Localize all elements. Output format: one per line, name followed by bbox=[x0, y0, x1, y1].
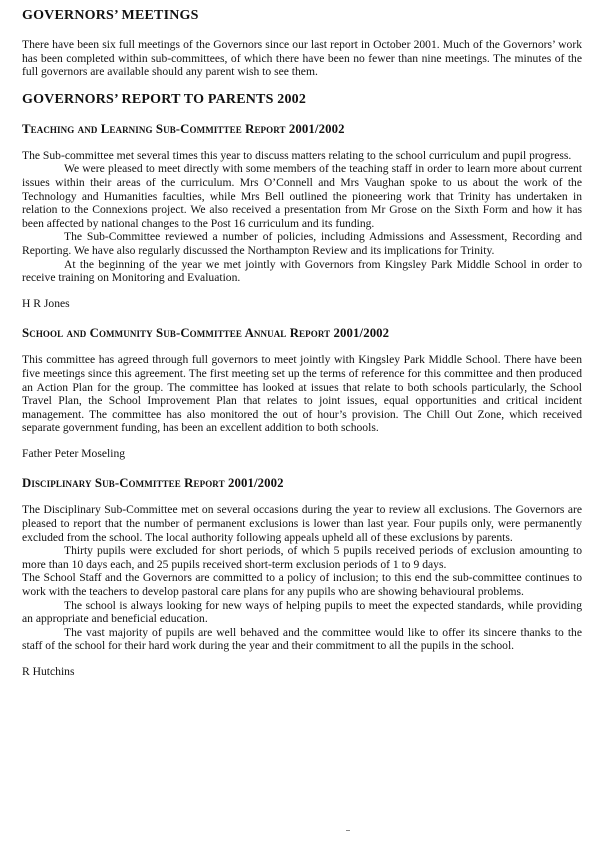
teaching-signature: H R Jones bbox=[22, 296, 70, 310]
heading-school-community: School and Community Sub-Committee Annual Report 2001/2002 bbox=[22, 326, 390, 341]
community-paragraph: This committee has agreed through full governors to meet jointly with Kingsley Park Middle School. There have been five meetings since this agreement. The first meeting set up the terms of reference for this committee and then produced an Action Plan for the group. The committee has looked at issues that relate to both schools particularly, the School Travel Plan, the School Improvement Plan that relates to joint issues, equal opportunities and critical incident management. The committee has also monitored the out of hour’s provision. The Chill Out Zone, which received separate government funding, has been an excellent addition to both schools. bbox=[22, 353, 582, 435]
disciplinary-paragraph-2: Thirty pupils were excluded for short periods, of which 5 pupils received periods of exclusion amounting to more than 10 days each, and 25 pupils received short-term exclusion periods of 1 to 9 days. bbox=[22, 544, 582, 571]
teaching-paragraph-4: At the beginning of the year we met jointly with Governors from Kingsley Park Middle School in order to receive training on Monitoring and Evaluation. bbox=[22, 257, 582, 285]
teaching-paragraph-1: The Sub-committee met several times this year to discuss matters relating to the school curriculum and pupil progress. bbox=[22, 148, 572, 162]
document-page bbox=[22, 8, 582, 679]
teaching-paragraph-3: The Sub-Committee reviewed a number of policies, including Admissions and Assessment, Recording and Reporting. We have also regularly discussed the Northampton Review and its implications for Trinity. bbox=[22, 230, 582, 257]
disciplinary-paragraph-4: The school is always looking for new ways of helping pupils to meet the expected standards, while providing an appropriate and beneficial education. bbox=[22, 598, 582, 626]
disciplinary-paragraph-5: The vast majority of pupils are well behaved and the committee would like to offer its sincere thanks to the staff of the school for their hard work during the year and their commitment to all the pupils in the school. bbox=[22, 625, 582, 653]
heading-teaching-learning: Teaching and Learning Sub-Committee Report 2001/2002 bbox=[22, 121, 345, 136]
disciplinary-signature: R Hutchins bbox=[22, 665, 75, 678]
scan-speck bbox=[346, 830, 350, 831]
heading-report-to-parents: GOVERNORS’ REPORT TO PARENTS 2002 bbox=[22, 91, 307, 107]
disciplinary-paragraph-1: The Disciplinary Sub-Committee met on several occasions during the year to review all exclusions. The Governors are pleased to report that the number of permanent exclusions is lower than last year. Four pupils only, were permanently excluded from the school. The local authority following appeals upheld all of these exclusions by parents. bbox=[22, 503, 582, 544]
community-signature: Father Peter Moseling bbox=[22, 446, 126, 460]
teaching-paragraph-2: We were pleased to meet directly with some members of the teaching staff in order to learn more about current issues within their areas of the curriculum. Mrs O’Connell and Mrs Vaughan spoke to us about the work of the Technology and Humanities faculties, while Mrs Bell outlined the pioneering work that Trinity has undertaken in relation to the Connexions project. We also received a presentation from Mr Grose on the Sixth Form and how it has been affected by national changes to the Post 16 curriculum and its funding. bbox=[22, 162, 582, 230]
disciplinary-paragraph-3: The School Staff and the Governors are committed to a policy of inclusion; to this end the sub-committee continues to work with the teachers to develop pastoral care plans for any pupils who are showing behavioural problems. bbox=[22, 571, 582, 599]
heading-governors-meetings: GOVERNORS’ MEETINGS bbox=[22, 8, 199, 23]
meetings-paragraph: There have been six full meetings of the Governors since our last report in October 2001. Much of the Governors’ work has been completed within sub-committees, of which there have been no fewer than nine meetings. The minutes of the full governors are available should any parent wish to see them. bbox=[22, 38, 582, 79]
heading-disciplinary: Disciplinary Sub-Committee Report 2001/2002 bbox=[22, 476, 284, 491]
